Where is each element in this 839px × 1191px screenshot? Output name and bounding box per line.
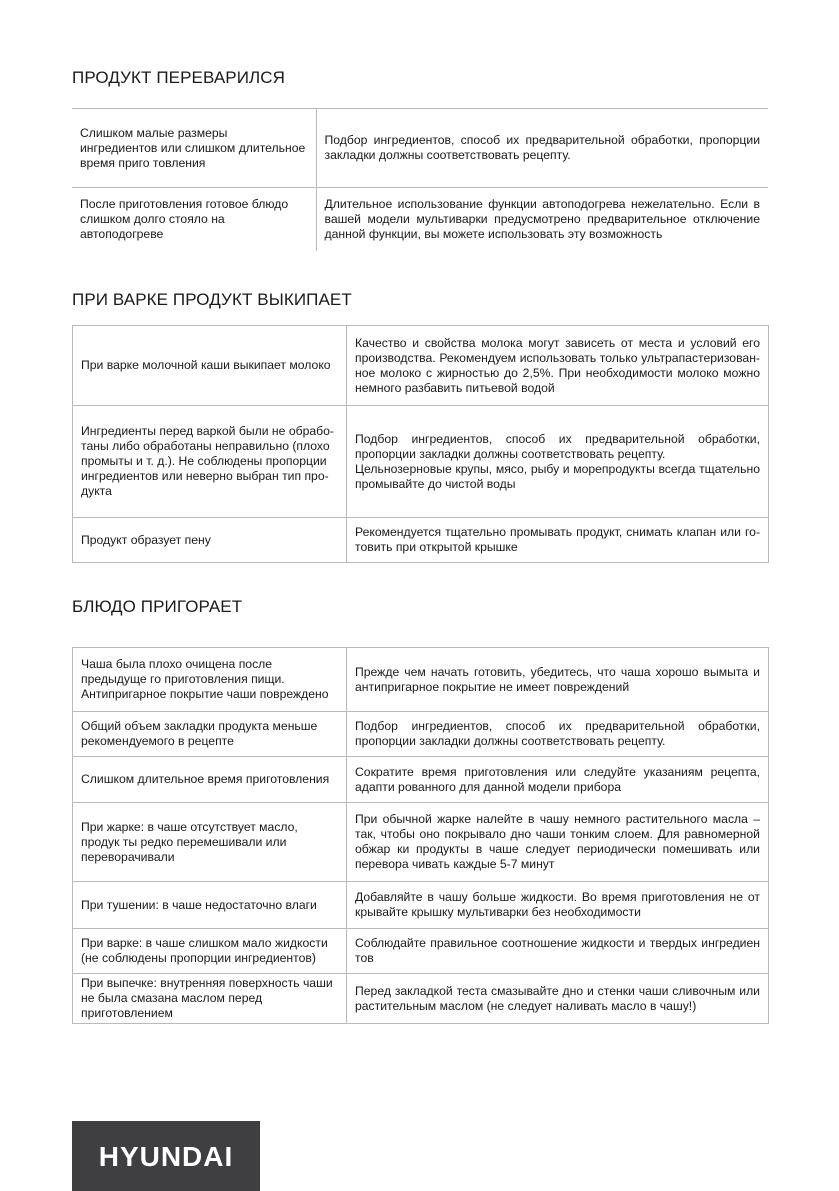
table-row xyxy=(73,712,769,757)
table-row xyxy=(73,757,769,803)
table-row xyxy=(73,929,769,974)
table-row xyxy=(72,188,768,251)
cause-cell: Слишком длительное время приготовления xyxy=(73,757,347,803)
table-row xyxy=(73,882,769,929)
solution-cell xyxy=(347,406,769,518)
table-row xyxy=(73,518,769,563)
table-row xyxy=(73,803,769,882)
table-row xyxy=(73,974,769,1024)
section-title-overcooked: ПРОДУКТ ПЕРЕВАРИЛСЯ xyxy=(72,68,286,87)
section-title-boiling-over: ПРИ ВАРКЕ ПРОДУКТ ВЫКИПАЕТ xyxy=(72,290,352,309)
table-row xyxy=(73,406,769,518)
cause-text-extra: Антипригарное покрытие чаши повреждено xyxy=(81,687,329,701)
solution-text: Подбор ингредиентов, способ их предварительной обработки, пропорции закладки должны соответствовать рецепту. xyxy=(355,431,760,461)
cause-cell: Продукт образует пену xyxy=(73,518,347,563)
cause-cell: При варке: в чаше слишком мало жидкости (не соблюдены пропорции ингредиентов) xyxy=(73,929,347,974)
brand-logo xyxy=(72,1121,260,1191)
troubleshoot-table-overcooked xyxy=(72,108,768,251)
troubleshoot-table-boiling-over xyxy=(72,325,769,563)
cause-cell: При варке молочной каши выкипает молоко xyxy=(73,326,347,406)
cause-cell: Общий объем закладки продукта меньше рекомендуемого в рецепте xyxy=(73,712,347,757)
brand-logo-text: HYUNDAI xyxy=(98,1141,234,1172)
table-row xyxy=(73,326,769,406)
cause-cell: При тушении: в чаше недостаточно влаги xyxy=(73,882,347,929)
solution-cell: Подбор ингредиентов, способ их предварительной обработки, пропорции закладки должны соответствовать рецепту. xyxy=(347,712,769,757)
cause-cell: При жарке: в чаше отсутствует масло, продук ты редко перемешивали или переворачивали xyxy=(73,803,347,882)
cause-cell: При выпечке: внутренняя поверхность чаши не была смазана маслом перед приготовлением xyxy=(73,974,347,1024)
cause-cell xyxy=(73,648,347,712)
solution-cell: Соблюдайте правильное соотношение жидкости и твердых ингредиен тов xyxy=(347,929,769,974)
table-row xyxy=(72,109,768,188)
solution-text-extra: Цельнозерновые крупы, мясо, рыбу и морепродукты всегда тщательно промывайте до чистой воды xyxy=(355,461,760,491)
solution-cell: Добавляйте в чашу больше жидкости. Во время приготовления не от крывайте крышку мультиварки без необходимости xyxy=(347,882,769,929)
solution-cell: Подбор ингредиентов, способ их предварительной обработки, пропорции закладки должны соответствовать рецепту. xyxy=(316,109,768,188)
solution-cell: Сократите время приготовления или следуйте указаниям рецепта, адапти рованного для данной модели прибора xyxy=(347,757,769,803)
solution-cell: Качество и свойства молока могут зависеть от места и условий его производства. Рекомендуем использовать только ультрапастеризован-ное молоко с жирностью до 2,5%. При необходимости молоко можно немного разбавить питьевой водой xyxy=(347,326,769,406)
cause-cell: Ингредиенты перед варкой были не обрабо-таны либо обработаны неправильно (плохо промыты и т. д.). Не соблюдены пропорции ингредиентов или неверно выбран тип про-дукта xyxy=(73,406,347,518)
solution-cell: Прежде чем начать готовить, убедитесь, что чаша хорошо вымыта и антипригарное покрытие не имеет повреждений xyxy=(347,648,769,712)
cause-text: Чаша была плохо очищена после предыдуще го приготовления пищи. xyxy=(81,657,285,686)
table-row xyxy=(73,648,769,712)
solution-cell: Длительное использование функции автоподогрева нежелательно. Если в вашей модели мультиварки предусмотрено предварительное отключение данной функции, вы можете использовать эту возможность xyxy=(316,188,768,251)
solution-cell: Рекомендуется тщательно промывать продукт, снимать клапан или го-товить при открытой крышке xyxy=(347,518,769,563)
troubleshoot-table-burning xyxy=(72,647,769,1024)
solution-cell: Перед закладкой теста смазывайте дно и стенки чаши сливочным или растительным маслом (не следует наливать масло в чашу!) xyxy=(347,974,769,1024)
cause-cell: После приготовления готовое блюдо слишком долго стояло на автоподогреве xyxy=(72,188,316,251)
section-title-burning: БЛЮДО ПРИГОРАЕТ xyxy=(72,597,243,616)
cause-cell: Слишком малые размеры ингредиентов или слишком длительное время приго товления xyxy=(72,109,316,188)
brand-logo-wordmark xyxy=(86,1136,246,1176)
solution-cell: При обычной жарке налейте в чашу немного растительного масла – так, чтобы оно покрывало дно чаши тонким слоем. Для равномерной обжар ки продукты в чаше следует периодически помешивать или перевора чивать каждые 5-7 минут xyxy=(347,803,769,882)
